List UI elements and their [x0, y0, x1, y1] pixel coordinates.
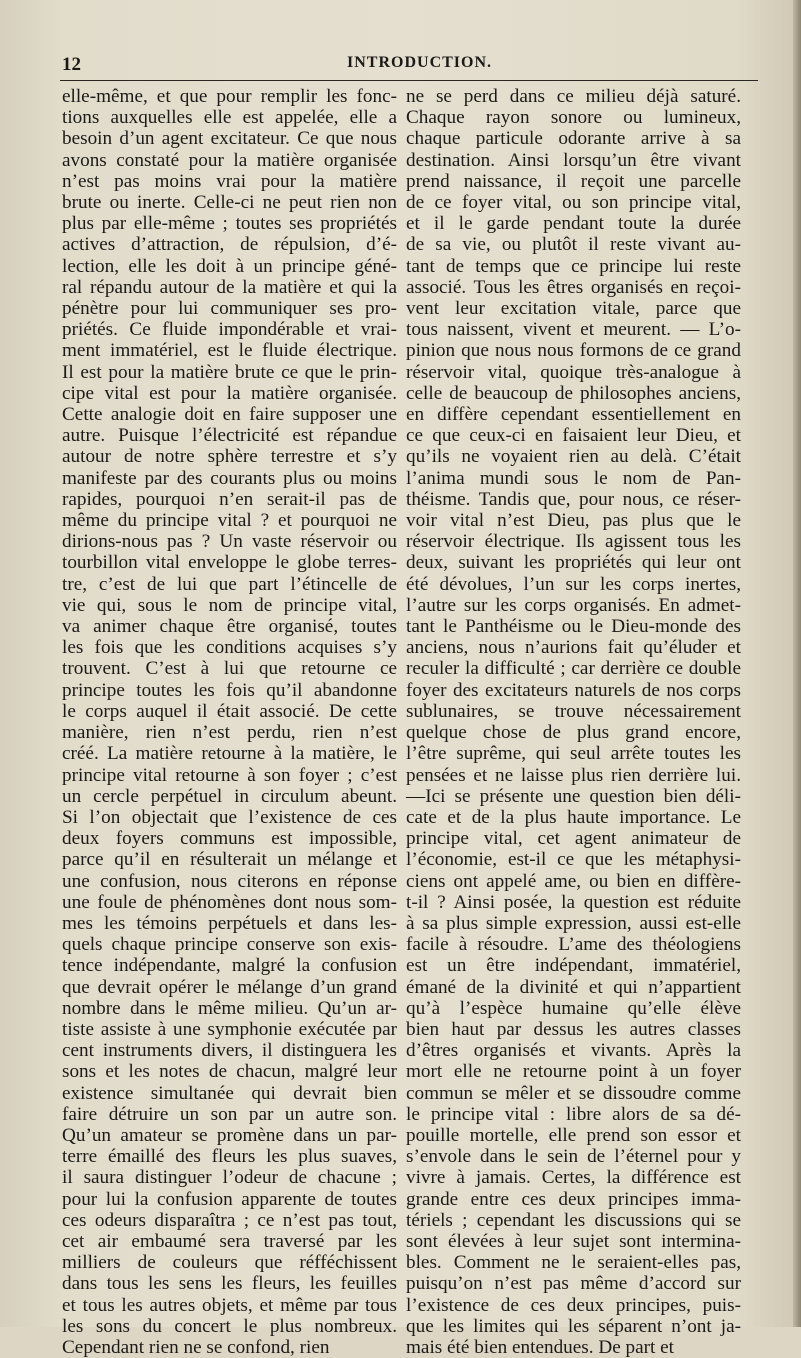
running-head: INTRODUCTION.	[347, 54, 493, 71]
text-line: ces odeurs disparaîtra ; ce n’est pas tout,	[62, 1209, 397, 1231]
text-line: théisme. Tandis que, pour nous, ce réser-	[406, 488, 741, 510]
text-line: une confusion, nous citerons en réponse	[62, 870, 397, 892]
header-rule	[60, 80, 758, 81]
text-line: voir vital n’est Dieu, pas plus que le	[406, 510, 741, 532]
text-line: principe toutes les fois qu’il abandonne	[62, 679, 397, 701]
text-line: va animer chaque être organisé, toutes	[62, 616, 397, 638]
text-line: nombre dans le même milieu. Qu’un ar-	[62, 997, 397, 1019]
text-line: l’autre sur les corps organisés. En admet-	[406, 594, 741, 616]
text-line: n’est pas moins vrai pour la matière	[62, 170, 397, 192]
text-line: ne se perd dans ce milieu déjà saturé.	[406, 86, 741, 107]
text-line: tiste assiste à une symphonie exécutée par	[62, 1018, 397, 1040]
text-line: un cercle perpétuel in circulum abeunt.	[62, 785, 397, 807]
text-line: que les limites qui les séparent n’ont ja-	[406, 1315, 741, 1337]
text-line: manifeste par des courants plus ou moins	[62, 467, 397, 489]
text-line: tre, c’est de lui que part l’étincelle de	[62, 573, 397, 595]
text-line: manière, rien n’est perdu, rien n’est	[62, 722, 397, 744]
text-line: tous naissent, vivent et meurent. — L’o-	[406, 319, 741, 341]
text-line: été dévolues, l’un sur les corps inertes,	[406, 573, 741, 595]
text-line: pouille mortelle, elle prend son essor et	[406, 1124, 741, 1146]
text-line: cipe vital est pour la matière organisée.	[62, 382, 397, 404]
text-line: sublunaires, se trouve nécessairement	[406, 700, 741, 722]
text-line: priétés. Ce fluide impondérable et vrai-	[62, 319, 397, 341]
text-line: tions auxquelles elle est appelée, elle a	[62, 107, 397, 129]
text-line: bles. Comment ne le seraient-elles pas,	[406, 1252, 741, 1274]
text-line: vie qui, sous le nom de principe vital,	[62, 594, 397, 616]
text-line: prend naissance, il reçoit une parcelle	[406, 170, 741, 192]
text-line: Cependant rien ne se confond, rien	[62, 1336, 330, 1358]
text-line: l’être suprême, qui seul arrête toutes les	[406, 743, 741, 765]
text-line: Il est pour la matière brute ce que le prin-	[62, 361, 397, 383]
text-line: parce qu’il en résulterait un mélange et	[62, 849, 397, 871]
text-line: tériels ; cependant les discussions qui se	[406, 1209, 741, 1231]
text-line: destination. Ainsi lorsqu’un être vivant	[406, 149, 741, 171]
text-line: elle-même, et que pour remplir les fonc-	[62, 86, 397, 107]
text-line: anciens, nous n’aurions fait qu’éluder et	[406, 637, 741, 659]
text-line: tant le Panthéisme ou le Dieu-monde des	[406, 616, 741, 638]
text-line: Chaque rayon sonore ou lumineux,	[406, 107, 741, 129]
text-line: cent instruments divers, il distinguera les	[62, 1040, 397, 1062]
text-line: Si l’on objectait que l’existence de ces	[62, 806, 397, 828]
text-line: dirions-nous pas ? Un vaste réservoir ou	[62, 531, 397, 553]
text-line: terre émaillé des fleurs les plus suaves,	[62, 1146, 397, 1168]
text-line: est un être indépendant, immatériel,	[406, 955, 741, 977]
text-line: ciens ont appelé ame, ou bien en diffère-	[406, 870, 741, 892]
text-line: réservoir électrique. Ils agissent tous les	[406, 531, 741, 553]
text-line: les sons du concert le plus nombreux.	[62, 1315, 397, 1337]
text-line: même du principe vital ? et pourquoi ne	[62, 510, 397, 532]
text-line: l’existence de ces deux principes, puis-	[406, 1294, 741, 1316]
text-line: les fois que les conditions acquises s’y	[62, 637, 397, 659]
text-line: dans tous les sens les fleurs, les feuilles	[62, 1273, 397, 1295]
text-line: mort elle ne retourne point à un foyer	[406, 1061, 741, 1083]
text-line: associé. Tous les êtres organisés en reçoi-	[406, 276, 741, 298]
page-edge	[793, 0, 801, 1327]
text-line: qu’à l’espèce humaine qu’elle élève	[406, 997, 741, 1019]
text-line: et tous les autres objets, et même par tous	[62, 1294, 397, 1316]
text-line: principe vital retourne à son foyer ; c’est	[62, 764, 397, 786]
text-line: l’anima mundi sous le nom de Pan-	[406, 467, 741, 489]
text-line: autour de notre sphère terrestre et s’y	[62, 446, 397, 468]
text-line: émané de la divinité et qui n’appartient	[406, 976, 741, 998]
text-line: vivre à jamais. Certes, la différence est	[406, 1167, 741, 1189]
text-line: rapides, pourquoi n’en serait-il pas de	[62, 488, 397, 510]
text-line: mais été bien entendues. De part et	[406, 1336, 674, 1358]
text-line: principe vital, cet agent animateur de	[406, 828, 741, 850]
text-line: quels chaque principe conserve son exis-	[62, 934, 397, 956]
text-line: il saura distinguer l’odeur de chacune ;	[62, 1167, 397, 1189]
text-line: celle de beaucoup de philosophes anciens,	[406, 382, 741, 404]
text-line: l’économie, est-il ce que les métaphysi-	[406, 849, 741, 871]
text-line: tant de temps que ce principe lui reste	[406, 255, 741, 277]
text-line: créé. La matière retourne à la matière, le	[62, 743, 397, 765]
text-line: cate et de la plus haute importance. Le	[406, 806, 741, 828]
text-line: et il le garde pendant toute la durée	[406, 213, 741, 235]
text-line: lection, elle les doit à un principe géné-	[62, 255, 397, 277]
text-line: pour lui la confusion apparente de toutes	[62, 1188, 397, 1210]
text-line: mes les témoins perpétuels et dans les-	[62, 912, 397, 934]
text-line: ce que ceux-ci en faisaient leur Dieu, et	[406, 425, 741, 447]
text-line: pensées et ne laisse plus rien derrière lui.	[406, 764, 741, 786]
text-line: trouvent. C’est à lui que retourne ce	[62, 658, 397, 680]
text-line: le corps auquel il était associé. De cette	[62, 700, 397, 722]
text-line: autre. Puisque l’électricité est répandue	[62, 425, 397, 447]
text-line: ment immatériel, est le fluide électrique.	[62, 340, 397, 362]
text-line: foyer des excitateurs naturels de nos corps	[406, 679, 741, 701]
text-line: existence simultanée qui devrait bien	[62, 1082, 397, 1104]
text-line: besoin d’un agent excitateur. Ce que nous	[62, 128, 397, 150]
text-line: brute ou inerte. Celle-ci ne peut rien non	[62, 192, 397, 214]
text-line: s’envole dans le sein de l’éternel pour y	[406, 1146, 741, 1168]
text-line: pénètre pour lui communiquer ses pro-	[62, 298, 397, 320]
text-line: faire détruire un son par un autre son.	[62, 1103, 397, 1125]
text-line: chaque particule odorante arrive à sa	[406, 128, 741, 150]
right-column	[406, 86, 741, 1358]
text-line: pinion que nous nous formons de ce grand	[406, 340, 741, 362]
page-header	[62, 54, 762, 80]
text-line: quelque chose de plus grand encore,	[406, 722, 741, 744]
text-line: Qu’un amateur se promène dans un par-	[62, 1124, 397, 1146]
text-line: reculer la difficulté ; car derrière ce double	[406, 658, 741, 680]
text-line: Cette analogie doit en faire supposer une	[62, 404, 397, 426]
text-line: t-il ? Ainsi posée, la question est réduite	[406, 891, 741, 913]
text-line: qu’ils ne voyaient rien au delà. C’était	[406, 446, 741, 468]
text-line: en diffère cependant essentiellement en	[406, 404, 741, 426]
text-line: ral répandu autour de la matière et qui la	[62, 276, 397, 298]
left-column	[62, 86, 397, 1358]
text-line: réservoir vital, quoique très-analogue à	[406, 361, 741, 383]
text-line: tourbillon vital enveloppe le globe terres-	[62, 552, 397, 574]
text-line: une foule de phénomènes dont nous som-	[62, 891, 397, 913]
page-number: 12	[62, 54, 81, 75]
text-line: plus par elle-même ; toutes ses propriétés	[62, 213, 397, 235]
text-line: commun se mêler et se dissoudre comme	[406, 1082, 741, 1104]
text-line: actives d’attraction, de répulsion, d’é-	[62, 234, 397, 256]
text-line: puisqu’on n’est pas même d’accord sur	[406, 1273, 741, 1295]
text-line: —Ici se présente une question bien déli-	[406, 785, 741, 807]
text-line: sont élevées à leur sujet sont intermina-	[406, 1230, 741, 1252]
text-line: de sa vie, ou plutôt il reste vivant au-	[406, 234, 741, 256]
text-line: cet air embaumé sera traversé par les	[62, 1230, 397, 1252]
text-line: d’êtres organisés et vivants. Après la	[406, 1040, 741, 1062]
text-line: avons constaté pour la matière organisée	[62, 149, 397, 171]
text-line: vent leur excitation vitale, parce que	[406, 298, 741, 320]
text-line: le principe vital : libre alors de sa dé-	[406, 1103, 741, 1125]
text-line: à sa plus simple expression, aussi est-elle	[406, 912, 741, 934]
text-line: deux foyers communs est impossible,	[62, 828, 397, 850]
text-line: grande entre ces deux principes imma-	[406, 1188, 741, 1210]
text-line: sons et les notes de chacun, malgré leur	[62, 1061, 397, 1083]
text-line: de ce foyer vital, ou son principe vital,	[406, 192, 741, 214]
text-line: bien haut par dessus les autres classes	[406, 1018, 741, 1040]
text-line: facile à résoudre. L’ame des théologiens	[406, 934, 741, 956]
text-line: tence indépendante, malgré la confusion	[62, 955, 397, 977]
text-line: que devrait opérer le mélange d’un grand	[62, 976, 397, 998]
text-line: milliers de couleurs que réfféchissent	[62, 1252, 397, 1274]
text-line: deux, suivant les propriétés qui leur ont	[406, 552, 741, 574]
